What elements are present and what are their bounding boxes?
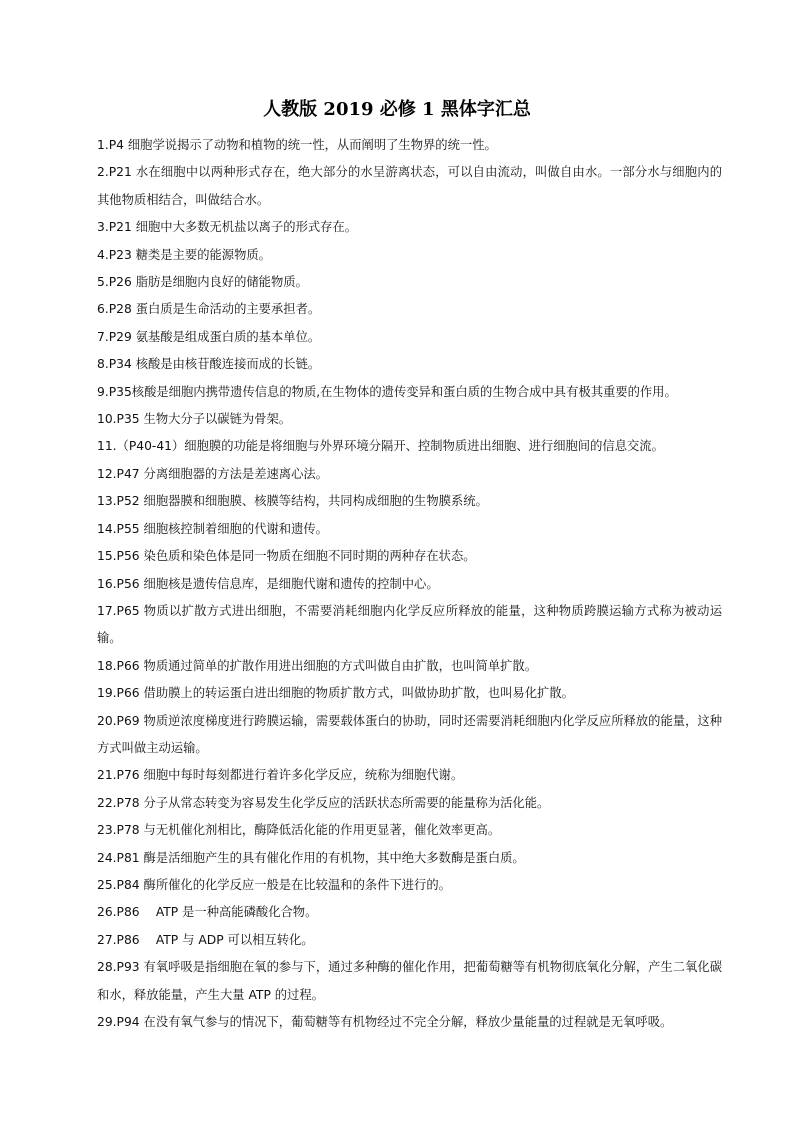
list-item: 15.P56 染色质和染色体是同一物质在细胞不同时期的两种存在状态。 (97, 549, 476, 564)
list-item: 9.P35核酸是细胞内携带遗传信息的物质,在生物体的遗传变异和蛋白质的生物合成中具有极其重要的作用。 (97, 384, 677, 399)
list-item: 7.P29 氨基酸是组成蛋白质的基本单位。 (97, 329, 321, 344)
list-item: 16.P56 细胞核是遗传信息库，是细胞代谢和遗传的控制中心。 (97, 576, 439, 591)
list-item: 17.P65 物质以扩散方式进出细胞，不需要消耗细胞内化学反应所释放的能量，这种物质跨膜运输方式称为被动运输。 (97, 603, 722, 646)
list-item: 28.P93 有氧呼吸是指细胞在氧的参与下，通过多种酶的催化作用，把葡萄糖等有机物彻底氧化分解，产生二氧化碳和水，释放能量，产生大量 ATP 的过程。 (97, 960, 722, 1002)
list-item: 6.P28 蛋白质是生命活动的主要承担者。 (97, 302, 321, 317)
list-item: 4.P23 糖类是主要的能源物质。 (97, 247, 271, 262)
list-item: 25.P84 酶所催化的化学反应一般是在比较温和的条件下进行的。 (97, 877, 451, 892)
page-title: 人教版 2019 必修 1 黑体字汇总 (263, 99, 531, 120)
list-item: 1.P4 细胞学说揭示了动物和植物的统一性，从而阐明了生物界的统一性。 (97, 138, 497, 152)
list-item: 22.P78 分子从常态转变为容易发生化学反应的活跃状态所需要的能量称为活化能。 (97, 795, 550, 810)
list-item: 26.P86 ATP 是一种高能磷酸化合物。 (97, 905, 318, 920)
list-item: 20.P69 物质逆浓度梯度进行跨膜运输，需要载体蛋白的协助，同时还需要消耗细胞内化学反应所释放的能量，这种方式叫做主动运输。 (97, 713, 722, 755)
list-item: 14.P55 细胞核控制着细胞的代谢和遗传。 (97, 521, 328, 536)
list-item: 19.P66 借助膜上的转运蛋白进出细胞的物质扩散方式，叫做协助扩散，也叫易化扩散。 (97, 686, 574, 701)
list-item: 3.P21 细胞中大多数无机盐以离子的形式存在。 (97, 220, 358, 235)
list-item: 18.P66 物质通过简单的扩散作用进出细胞的方式叫做自由扩散，也叫简单扩散。 (97, 658, 538, 673)
list-item: 2.P21 水在细胞中以两种形式存在，绝大部分的水呈游离状态，可以自由流动，叫做自由水。一部分水与细胞内的其他物质相结合，叫做结合水。 (97, 165, 722, 207)
list-item: 24.P81 酶是活细胞产生的具有催化作用的有机物，其中绝大多数酶是蛋白质。 (97, 850, 525, 865)
list-item: 23.P78 与无机催化剂相比，酶降低活化能的作用更显著，催化效率更高。 (97, 823, 501, 838)
list-item: 21.P76 细胞中每时每刻都进行着许多化学反应，统称为细胞代谢。 (97, 768, 464, 783)
list-item: 13.P52 细胞器膜和细胞膜、核膜等结构，共同构成细胞的生物膜系统。 (97, 494, 488, 509)
list-item: 8.P34 核酸是由核苷酸连接而成的长链。 (97, 357, 321, 372)
list-item: 10.P35 生物大分子以碳链为骨架。 (97, 412, 292, 427)
list-item: 5.P26 脂肪是细胞内良好的储能物质。 (97, 275, 308, 290)
key-points-list (97, 132, 722, 1036)
list-item: 27.P86 ATP 与 ADP 可以相互转化。 (97, 932, 314, 947)
list-item: 12.P47 分离细胞器的方法是差速离心法。 (97, 466, 328, 481)
list-item: 11.（P40-41）细胞膜的功能是将细胞与外界环境分隔开、控制物质进出细胞、进行细胞间的信息交流。 (97, 439, 664, 454)
list-item: 29.P94 在没有氧气参与的情况下，葡萄糖等有机物经过不完全分解，释放少量能量的过程就是无氧呼吸。 (97, 1015, 673, 1029)
